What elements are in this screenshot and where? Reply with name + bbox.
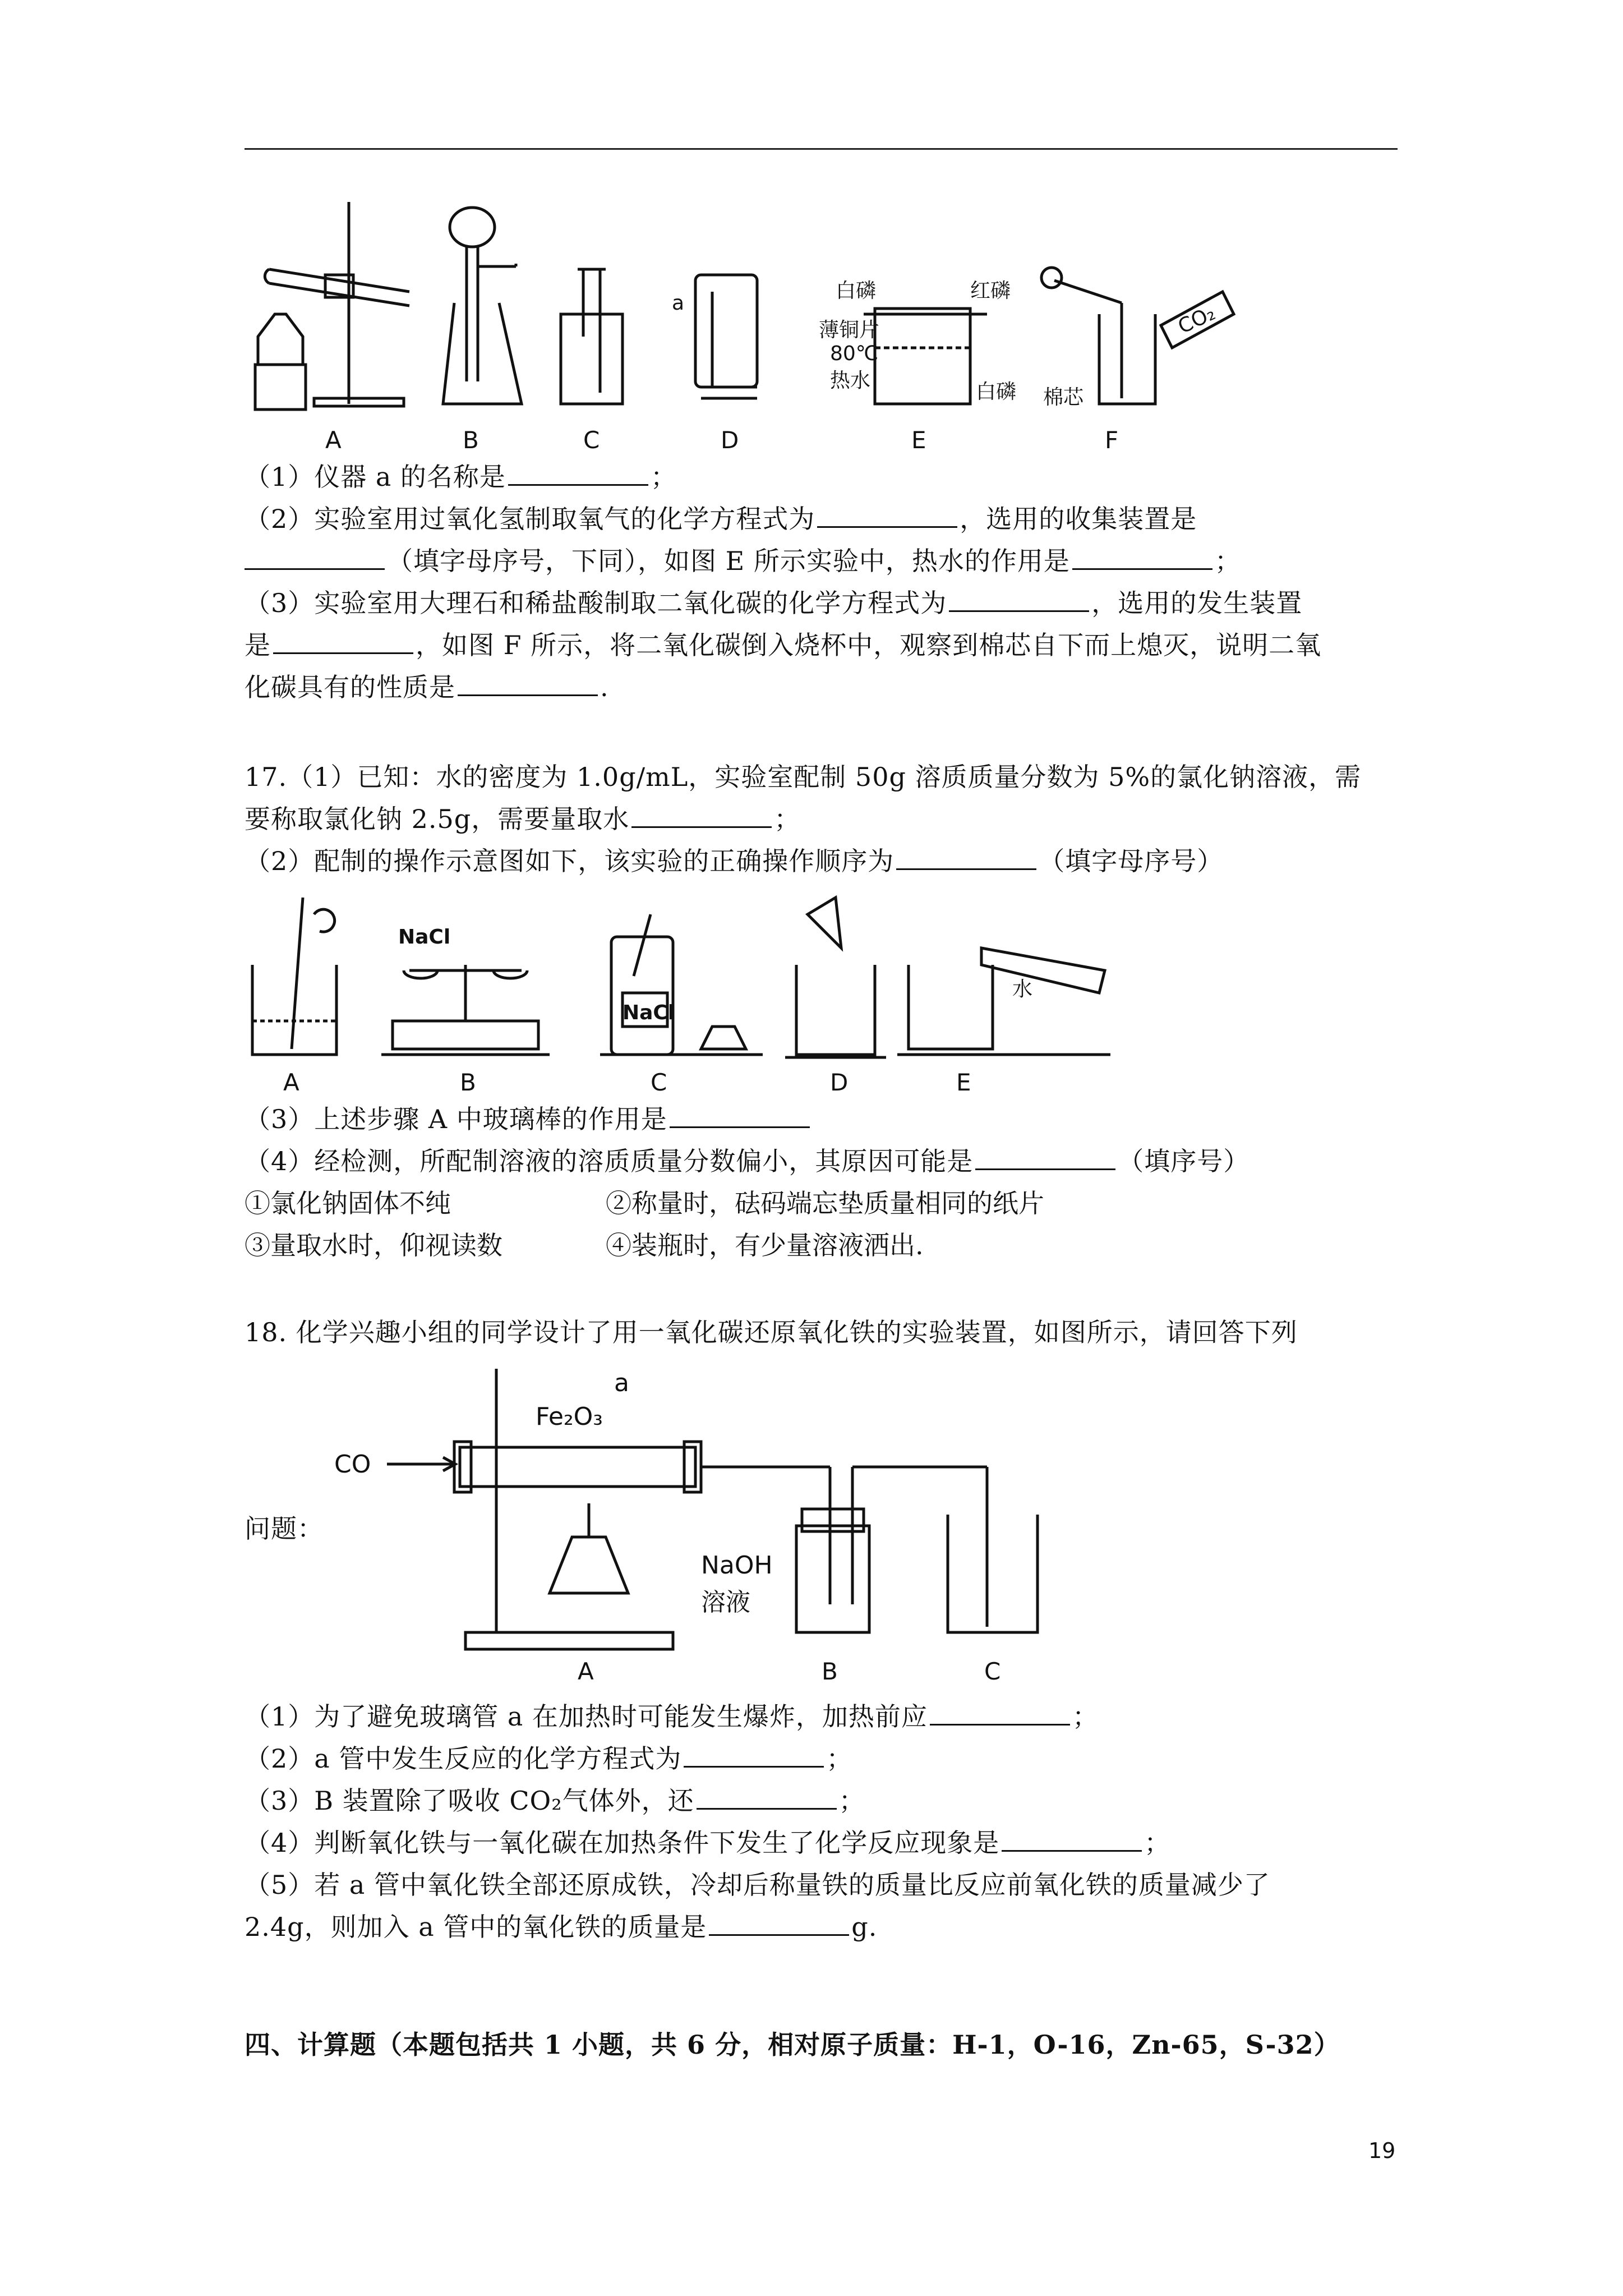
fig3-co-label: CO (334, 1450, 371, 1479)
q17-blank-1[interactable] (631, 804, 772, 828)
fig3-label-c: C (984, 1658, 1001, 1685)
q17-line1: 17.（1）已知：水的密度为 1.0g/mL，实验室配制 50g 溶质质量分数为 5%的氯化钠溶液，需 (245, 762, 1362, 792)
fig1-label-c: C (583, 426, 600, 454)
fig3-fe2o3-label: Fe₂O₃ (536, 1402, 603, 1431)
section-4-heading: 四、计算题（本题包括共 1 小题，共 6 分，相对原子质量：H-1，O-16，Zn-65，S-32） (245, 2030, 1340, 2060)
e-temp-label: 80℃ (830, 342, 879, 365)
q17-line3: （2）配制的操作示意图如下，该实验的正确操作顺序为 （填字母序号） (245, 846, 1224, 876)
q18-blank-4[interactable] (1002, 1828, 1142, 1852)
apparatus-drawing (0, 0, 1623, 449)
fig2-label-a: A (283, 1069, 299, 1096)
fig1-a-label: a (672, 292, 685, 315)
q17-option-2: ②称量时，砝码端忘垫质量相同的纸片 (606, 1188, 1044, 1218)
fig3-solution-label: 溶液 (701, 1588, 750, 1617)
q18-blank-1[interactable] (930, 1701, 1070, 1726)
q18-blank-3[interactable] (697, 1786, 837, 1810)
q16-part3-line3: 化碳具有的性质是 . (245, 672, 609, 702)
q18-blank-2[interactable] (684, 1743, 824, 1768)
q18-blank-5[interactable] (709, 1912, 849, 1936)
fig3-naoh-label: NaOH (701, 1551, 773, 1580)
q16-part2-line2: （填字母序号，下同），如图 E 所示实验中，热水的作用是 ； (245, 544, 1241, 578)
co-reduction-drawing (0, 1358, 1623, 1705)
fig2-nacl-bottle: NaCl (623, 1001, 675, 1024)
fig1-label-d: D (721, 426, 739, 454)
fig1-label-a: A (325, 426, 342, 454)
fig2-water-label: 水 (1012, 978, 1033, 1001)
q17-blank-2[interactable] (896, 846, 1036, 870)
q16-blank-3[interactable] (245, 546, 385, 570)
q17-line4: （3）上述步骤 A 中玻璃棒的作用是 (245, 1102, 812, 1136)
q17-option-1: ①氯化钠固体不纯 (245, 1188, 451, 1218)
e-white-p-label: 白磷 (836, 279, 877, 302)
fig2-nacl-label: NaCl (398, 926, 451, 949)
q18-part4: （4）判断氧化铁与一氧化碳在加热条件下发生了化学反应现象是 ； (245, 1828, 1171, 1858)
fig1-label-f: F (1105, 426, 1119, 454)
q17-blank-4[interactable] (975, 1146, 1115, 1170)
e-copper-label: 薄铜片 (819, 319, 880, 342)
q16-blank-6[interactable] (273, 630, 413, 654)
fig1-label-e: E (911, 426, 926, 454)
e-white-p2-label: 白磷 (976, 380, 1017, 403)
q18-part2: （2）a 管中发生反应的化学方程式为 ； (245, 1743, 853, 1774)
fig3-label-a: A (578, 1658, 594, 1685)
q17-blank-3[interactable] (670, 1104, 810, 1128)
q16-blank-7[interactable] (458, 672, 598, 696)
fig2-label-e: E (956, 1069, 971, 1096)
q17-option-3: ③量取水时，仰视读数 (245, 1230, 502, 1260)
q17-line5: （4）经检测，所配制溶液的溶质质量分数偏小，其原因可能是 （填序号） (245, 1146, 1250, 1176)
fig3-a-label: a (614, 1369, 629, 1397)
q16-blank-5[interactable] (949, 588, 1089, 612)
page-number: 19 (1368, 2138, 1396, 2163)
q18-part5-line1: （5）若 a 管中氧化铁全部还原成铁，冷却后称量铁的质量比反应前氧化铁的质量减少了 (245, 1870, 1270, 1900)
q16-blank-4[interactable] (1072, 546, 1212, 570)
f-co2-label: CO₂ (1174, 301, 1219, 339)
q18-line2: 问题： (245, 1513, 324, 1544)
q16-blank-2[interactable] (817, 504, 957, 528)
q16-part3-line1: （3）实验室用大理石和稀盐酸制取二氧化碳的化学方程式为 ，选用的发生装置 (245, 588, 1303, 618)
solution-prep-drawing (0, 886, 1623, 1122)
e-red-p-label: 红磷 (970, 279, 1011, 302)
q18-line1: 18. 化学兴趣小组的同学设计了用一氧化碳还原氧化铁的实验装置，如图所示，请回答下列 (245, 1317, 1298, 1347)
q16-blank-1[interactable] (508, 462, 648, 486)
fig3-label-b: B (822, 1658, 838, 1685)
q16-part3-line2: 是 ，如图 F 所示，将二氧化碳倒入烧杯中，观察到棉芯自下而上熄灭，说明二氧 (245, 630, 1322, 660)
q16-part1: （1）仪器 a 的名称是 ； (245, 462, 677, 492)
fig1-label-b: B (463, 426, 479, 454)
q16-part2-line1: （2）实验室用过氧化氢制取氧气的化学方程式为 ，选用的收集装置是 (245, 504, 1197, 534)
f-wick-label: 棉芯 (1043, 386, 1084, 409)
q18-part1: （1）为了避免玻璃管 a 在加热时可能发生爆炸，加热前应 ； (245, 1701, 1099, 1732)
fig2-label-b: B (460, 1069, 476, 1096)
q18-part3: （3）B 装置除了吸收 CO₂气体外，还 ； (245, 1786, 865, 1816)
q18-part5-line2: 2.4g，则加入 a 管中的氧化铁的质量是 g. (245, 1912, 878, 1942)
q17-line2: 要称取氯化钠 2.5g，需要量取水 ； (245, 804, 801, 834)
q17-option-4: ④装瓶时，有少量溶液洒出. (606, 1230, 924, 1260)
fig2-label-c: C (651, 1069, 667, 1096)
e-hot-water-label: 热水 (830, 369, 871, 392)
fig2-label-d: D (830, 1069, 849, 1096)
